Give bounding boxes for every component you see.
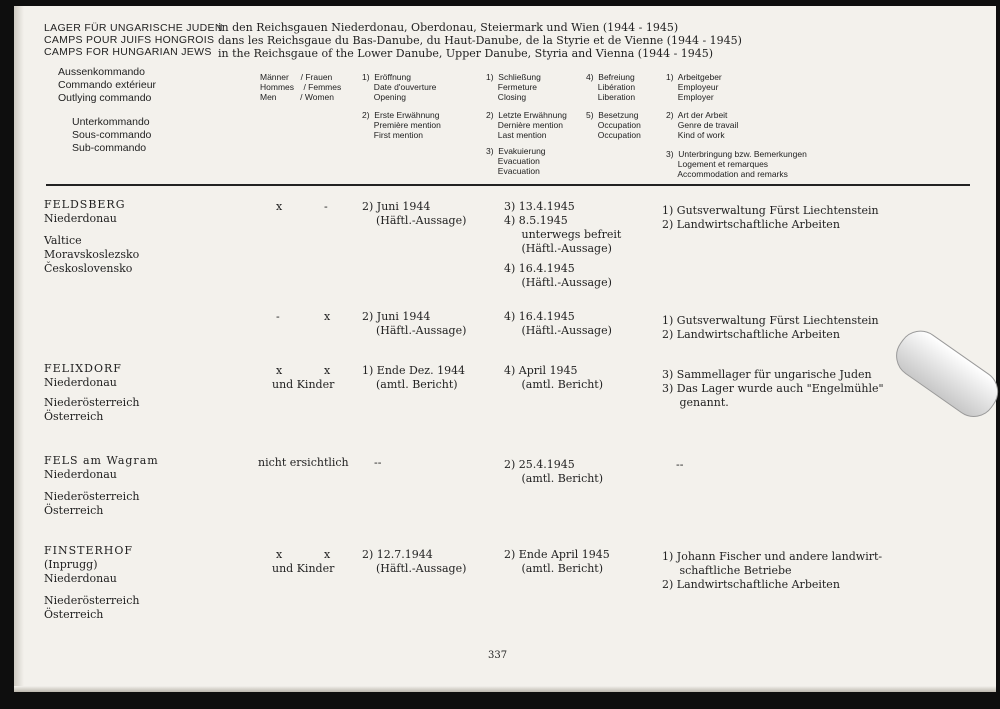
legend-opening-1: 1) Eröffnung [362,72,411,82]
legend-closing-1: 1) Schließung [486,72,541,82]
entry-4-start-1: -- [374,456,382,469]
entry-3-place-1: FELIXDORF [44,362,122,375]
entry-3-remark-3: genannt. [662,396,729,409]
entry-5-place2-1: Niederösterreich [44,594,140,607]
subtitle-line-2: dans les Reichsgaue du Bas-Danube, du Haut-Danube, de la Styrie et de Vienne (1944 - 1945) [218,34,742,47]
legend-first-mention-1: 2) Erste Erwähnung [362,110,440,120]
legend-employer-2: Employeur [666,82,719,92]
entry-2-start-1: 2) Juni 1944 [362,310,431,323]
entry-2-end-1: 4) 16.4.1945 [504,310,575,323]
legend-work-1: 2) Art der Arbeit [666,110,728,120]
entry-1-end-5: 4) 16.4.1945 [504,262,575,275]
page-number: 337 [488,650,508,661]
legend-men-women-fr: Hommes / Femmes [260,82,342,92]
entry-1-place-2: Niederdonau [44,212,117,225]
page-gutter-shadow [14,6,24,692]
entry-5-end-2: (amtl. Bericht) [504,562,604,575]
entry-4-remark-1: -- [676,458,684,471]
entry-5-place2-2: Österreich [44,608,104,621]
entry-5-women: x [324,548,331,561]
entry-4-place2-2: Österreich [44,504,104,517]
entry-1-remark-1: 1) Gutsverwaltung Fürst Liechtenstein [662,204,879,217]
legend-work-3: Kind of work [666,130,725,140]
entry-4-end-2: (amtl. Bericht) [504,472,604,485]
legend-men-women-de: Männer / Frauen [260,72,333,82]
entry-5-place-3: Niederdonau [44,572,117,585]
entry-5-start-1: 2) 12.7.1944 [362,548,433,561]
entry-1-place-1: FELDSBERG [44,198,126,211]
legend-evacuation-3: Evacuation [486,166,540,176]
entry-1-end-4: (Häftl.-Aussage) [504,242,612,255]
entry-5-start-2: (Häftl.-Aussage) [362,562,467,575]
legend-occupation-3: Occupation [586,130,641,140]
legend-closing-2: Fermeture [486,82,538,92]
entry-4-place2-1: Niederösterreich [44,490,140,503]
legend-employer-1: 1) Arbeitgeber [666,72,722,82]
entry-3-start-2: (amtl. Bericht) [362,378,458,391]
entry-5-men: x [276,548,283,561]
entry-2-women: x [324,310,331,323]
legend-accommodation-2: Logement et remarques [666,159,769,169]
entry-2-remark-1: 1) Gutsverwaltung Fürst Liechtenstein [662,314,879,327]
entry-1-men: x [276,200,283,213]
title-line-2: CAMPS POUR JUIFS HONGROIS [44,34,215,46]
entry-3-extra: und Kinder [272,378,335,391]
legend-work-2: Genre de travail [666,120,739,130]
legend-opening-2: Date d'ouverture [362,82,437,92]
legend-closing-3: Closing [486,92,527,102]
entry-2-start-2: (Häftl.-Aussage) [362,324,467,337]
entry-5-extra: und Kinder [272,562,335,575]
entry-4-men-women: nicht ersichtlich [258,456,349,469]
entry-2-men: - [276,310,280,323]
entry-1-start-1: 2) Juni 1944 [362,200,431,213]
entry-3-men: x [276,364,283,377]
legend-unter-de: Unterkommando [72,116,150,128]
subtitle-line-3: in the Reichsgaue of the Lower Danube, Upper Danube, Styria and Vienna (1944 - 1945) [218,47,714,60]
entry-4-end-1: 2) 25.4.1945 [504,458,575,471]
entry-5-end-1: 2) Ende April 1945 [504,548,610,561]
legend-last-mention-1: 2) Letzte Erwähnung [486,110,567,120]
legend-aussen-fr: Commando extérieur [58,79,157,91]
legend-opening-3: Opening [362,92,406,102]
entry-3-remark-2: 3) Das Lager wurde auch "Engelmühle" [662,382,884,395]
legend-men-women-en: Men / Women [260,92,335,102]
legend-last-mention-3: Last mention [486,130,547,140]
legend-liberation-3: Liberation [586,92,636,102]
entry-2-remark-2: 2) Landwirtschaftliche Arbeiten [662,328,840,341]
subtitle-line-1: in den Reichsgauen Niederdonau, Oberdonau, Steiermark und Wien (1944 - 1945) [218,21,679,34]
legend-employer-3: Employer [666,92,714,102]
title-line-3: CAMPS FOR HUNGARIAN JEWS [44,46,212,58]
legend-accommodation-1: 3) Unterbringung bzw. Bemerkungen [666,149,807,159]
entry-2-end-2: (Häftl.-Aussage) [504,324,612,337]
entry-1-remark-2: 2) Landwirtschaftliche Arbeiten [662,218,840,231]
title-line-1: LAGER FÜR UNGARISCHE JUDEN [44,22,223,34]
entry-3-end-1: 4) April 1945 [504,364,578,377]
entry-1-end-2: 4) 8.5.1945 [504,214,568,227]
legend-unter-en: Sub-commando [72,142,147,154]
entry-1-place2-2: Moravskoslezsko [44,248,140,261]
legend-occupation-1: 5) Besetzung [586,110,639,120]
legend-evacuation-2: Evacuation [486,156,540,166]
entry-3-end-2: (amtl. Bericht) [504,378,604,391]
entry-3-place2-2: Österreich [44,410,104,423]
legend-evacuation-1: 3) Evakuierung [486,146,546,156]
entry-1-end-1: 3) 13.4.1945 [504,200,575,213]
entry-3-place2-1: Niederösterreich [44,396,140,409]
document-page [14,6,996,692]
entry-5-place-2: (Inprugg) [44,558,98,571]
entry-5-remark-1: 1) Johann Fischer und andere landwirt- [662,550,883,563]
entry-3-start-1: 1) Ende Dez. 1944 [362,364,466,377]
entry-5-remark-3: 2) Landwirtschaftliche Arbeiten [662,578,840,591]
entry-1-place2-3: Československo [44,262,133,275]
entry-4-place-2: Niederdonau [44,468,117,481]
legend-occupation-2: Occupation [586,120,641,130]
entry-1-women: - [324,200,328,213]
legend-liberation-2: Libération [586,82,636,92]
entry-1-start-2: (Häftl.-Aussage) [362,214,467,227]
legend-unter-fr: Sous-commando [72,129,152,141]
legend-liberation-1: 4) Befreiung [586,72,635,82]
legend-accommodation-3: Accommodation and remarks [666,169,788,179]
header-divider [46,184,970,186]
legend-aussen-de: Aussenkommando [58,66,145,78]
entry-4-place-1: FELS am Wagram [44,454,159,467]
legend-first-mention-2: Première mention [362,120,441,130]
legend-aussen-en: Outlying commando [58,92,152,104]
legend-last-mention-2: Dernière mention [486,120,564,130]
entry-3-remark-1: 3) Sammellager für ungarische Juden [662,368,872,381]
entry-3-women: x [324,364,331,377]
entry-1-end-3: unterwegs befreit [504,228,622,241]
entry-5-remark-2: schaftliche Betriebe [662,564,792,577]
entry-1-place2-1: Valtice [44,234,82,247]
legend-first-mention-3: First mention [362,130,423,140]
entry-1-end-6: (Häftl.-Aussage) [504,276,612,289]
entry-5-place-1: FINSTERHOF [44,544,134,557]
entry-3-place-2: Niederdonau [44,376,117,389]
page-bottom-shadow [14,686,996,692]
